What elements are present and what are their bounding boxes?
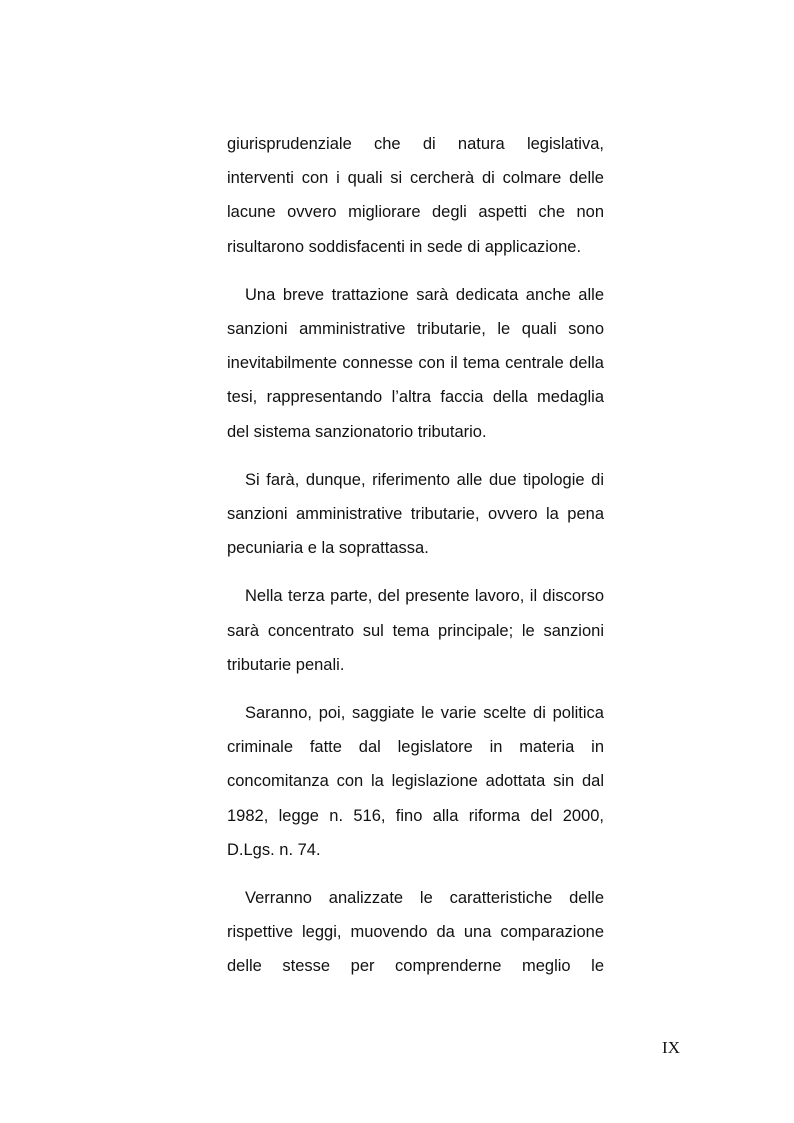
body-text	[227, 127, 604, 984]
paragraph-administrative-sanctions: Una breve trattazione sarà dedicata anche alle sanzioni amministrative tributarie, le quali sono inevitabilmente connesse con il tema centrale della tesi, rappresentando l’altra faccia della medaglia del sistema sanzionatorio tributario.	[227, 285, 604, 441]
paragraph-third-part: Nella terza parte, del presente lavoro, il discorso sarà concentrato sul tema principale; le sanzioni tributarie penali.	[227, 587, 604, 674]
paragraph-criminal-policy: Saranno, poi, saggiate le varie scelte di politica criminale fatte dal legislatore in materia in concomitanza con la legislazione adottata sin dal 1982, legge n. 516, fino alla riforma del 2000, D.Lgs. n. 74.	[227, 704, 604, 859]
page-number: IX	[662, 1038, 680, 1057]
paragraph-law-analysis: Verranno analizzate le caratteristiche delle rispettive leggi, muovendo da una comparazione delle stesse per comprenderne meglio le	[227, 889, 604, 976]
paragraph-continuation: giurisprudenziale che di natura legislativa, interventi con i quali si cercherà di colmare delle lacune ovvero migliorare degli aspetti che non risultarono soddisfacenti in sede di applicazione.	[227, 135, 604, 256]
paragraph-sanction-types: Si farà, dunque, riferimento alle due tipologie di sanzioni amministrative tributarie, ovvero la pena pecuniaria e la soprattassa.	[227, 470, 604, 558]
